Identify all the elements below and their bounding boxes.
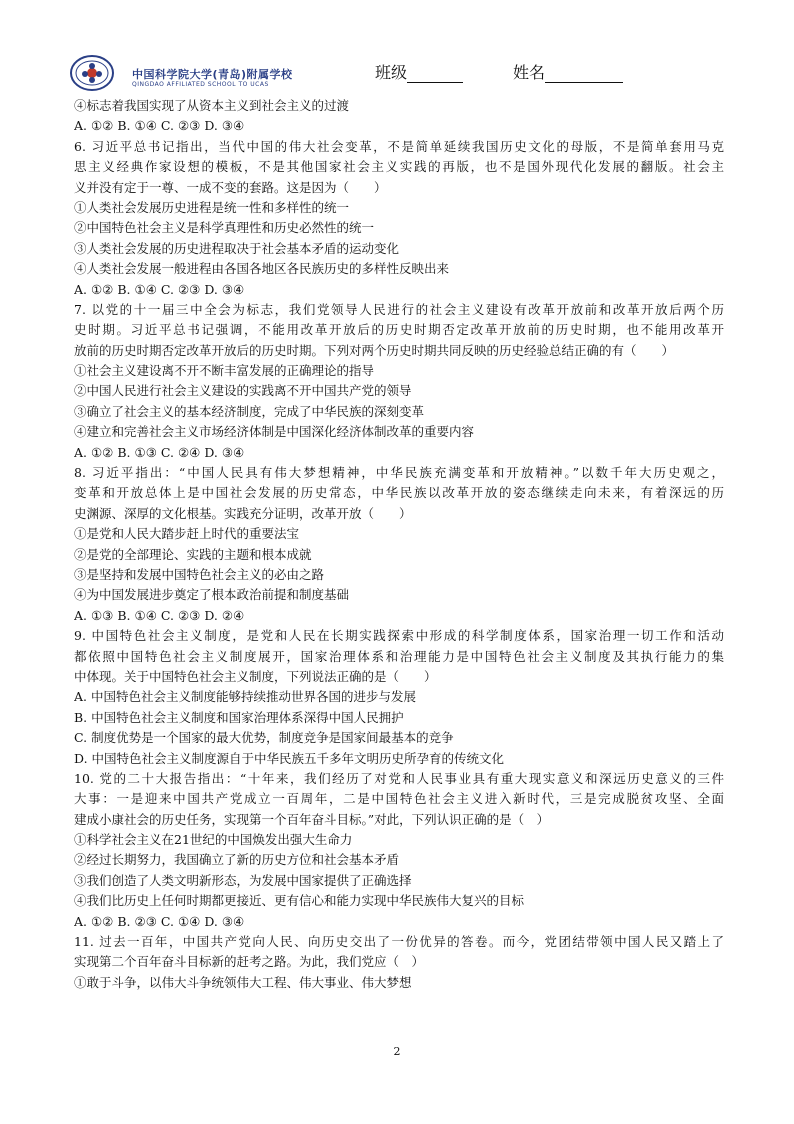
text-line: B. 中国特色社会主义制度和国家治理体系深得中国人民拥护	[74, 709, 404, 725]
text-line: ①敢于斗争，以伟大斗争统领伟大工程、伟大事业、伟大梦想	[74, 974, 412, 990]
text-line: 义并没有定于一尊、一成不变的套路。这是因为（ ）	[74, 179, 387, 195]
text-line: ①社会主义建设离不开不断丰富发展的正确理论的指导	[74, 363, 375, 379]
text-line: 大事：一是迎来中国共产党成立一百周年，二是中国特色社会主义进入新时代，三是完成脱贫攻坚、全面	[74, 791, 724, 807]
text-line: ③确立了社会主义的基本经济制度，完成了中华民族的深刻变革	[74, 403, 425, 419]
text-line: 思主义经典作家设想的模板，不是其他国家社会主义实践的再版，也不是国外现代化发展的翻版。社会主	[74, 159, 724, 175]
school-name-en: QINGDAO AFFILIATED SCHOOL TO UCAS	[132, 81, 269, 88]
text-line: ④人类社会发展一般进程由各国各地区各民族历史的多样性反映出来	[74, 261, 450, 277]
text-line: A. ①③ B. ①④ C. ②③ D. ②④	[74, 607, 245, 623]
text-line: ③是坚持和发展中国特色社会主义的必由之路	[74, 566, 325, 582]
text-line: A. ①② B. ①④ C. ②③ D. ③④	[74, 118, 245, 134]
name-label: 姓名	[513, 63, 546, 82]
text-line: 放前的历史时期否定改革开放后的历史时期。下列对两个历史时期共同反映的历史经验总结正确的有（ ）	[74, 342, 675, 358]
text-line: D. 中国特色社会主义制度源自于中华民族五千多年文明历史所孕育的传统文化	[74, 750, 505, 766]
text-line: ③我们创造了人类文明新形态，为发展中国家提供了正确选择	[74, 872, 412, 888]
text-line: ④我们比历史上任何时期都更接近、更有信心和能力实现中华民族伟大复兴的目标	[74, 893, 525, 909]
text-line: 史时期。习近平总书记强调，不能用改革开放后的历史时期否定改革开放前的历史时期，也不能用改革开	[74, 322, 724, 338]
text-line: ②中国人民进行社会主义建设的实践离不开中国共产党的领导	[74, 383, 412, 399]
class-label: 班级	[375, 63, 408, 82]
text-line: 7. 以党的十一届三中全会为标志，我们党领导人民进行的社会主义建设有改革开放前和改革开放后两个历	[74, 301, 724, 317]
text-line: 都依照中国特色社会主义制度展开，国家治理体系和治理能力是中国特色社会主义制度及其执行能力的集	[74, 648, 724, 664]
text-line: ①是党和人民大踏步赶上时代的重要法宝	[74, 526, 300, 542]
text-line: ②经过长期努力，我国确立了新的历史方位和社会基本矛盾	[74, 852, 400, 868]
text-line: A. ①② B. ②③ C. ①④ D. ③④	[74, 913, 245, 929]
question-content	[74, 96, 724, 993]
page-header	[70, 52, 750, 96]
text-line: ④标志着我国实现了从资本主义到社会主义的过渡	[74, 98, 350, 113]
text-line: 中体现。关于中国特色社会主义制度，下列说法正确的是（ ）	[74, 668, 437, 684]
page-number: 2	[393, 1045, 401, 1058]
text-line: A. ①② B. ①④ C. ②③ D. ③④	[74, 281, 245, 297]
name-field[interactable]	[513, 60, 623, 83]
text-line: ①人类社会发展历史进程是统一性和多样性的统一	[74, 199, 350, 215]
text-line: ①科学社会主义在21世纪的中国焕发出强大生命力	[74, 832, 353, 848]
class-field[interactable]	[375, 60, 463, 83]
text-line: A. ①② B. ①③ C. ②④ D. ③④	[74, 444, 245, 460]
text-line: C. 制度优势是一个国家的最大优势，制度竞争是国家间最基本的竞争	[74, 730, 454, 746]
school-logo-icon	[70, 54, 114, 92]
name-blank[interactable]	[545, 66, 623, 83]
text-line: 建成小康社会的历史任务，实现第一个百年奋斗目标。”对此，下列认识正确的是（ ）	[74, 811, 550, 827]
text-line: 9. 中国特色社会主义制度，是党和人民在长期实践探索中形成的科学制度体系，国家治理一切工作和活动	[74, 628, 724, 644]
text-line: 10. 党的二十大报告指出：“十年来，我们经历了对党和人民事业具有重大现实意义和深远历史意义的三件	[74, 770, 724, 786]
text-line: ③人类社会发展的历史进程取决于社会基本矛盾的运动变化	[74, 240, 400, 256]
text-line: ②中国特色社会主义是科学真理性和历史必然性的统一	[74, 220, 375, 236]
text-line: 8. 习近平指出：“中国人民具有伟大梦想精神，中华民族充满变革和开放精神。”以数千年大历史观之，	[74, 465, 724, 481]
text-line: 变革和开放总体上是中国社会发展的历史常态，中华民族以改革开放的姿态继续走向未来，有着深远的历	[74, 485, 724, 501]
text-line: 6. 习近平总书记指出，当代中国的伟大社会变革，不是简单延续我国历史文化的母版，不是简单套用马克	[74, 138, 724, 154]
text-line: A. 中国特色社会主义制度能够持续推动世界各国的进步与发展	[74, 689, 416, 705]
text-line: ②是党的全部理论、实践的主题和根本成就	[74, 546, 312, 562]
text-line: ④建立和完善社会主义市场经济体制是中国深化经济体制改革的重要内容	[74, 424, 475, 440]
text-line: ④为中国发展进步奠定了根本政治前提和制度基础	[74, 587, 350, 603]
text-line: 史渊源、深厚的文化根基。实践充分证明，改革开放（ ）	[74, 505, 412, 521]
school-name-cn: 中国科学院大学(青岛)附属学校	[132, 68, 293, 81]
text-line: 11. 过去一百年，中国共产党向人民、向历史交出了一份优异的答卷。而今，党团结带领中国人民又踏上了	[74, 934, 724, 950]
class-blank[interactable]	[407, 66, 463, 83]
text-line: 实现第二个百年奋斗目标新的赶考之路。为此，我们党应（ ）	[74, 954, 425, 970]
